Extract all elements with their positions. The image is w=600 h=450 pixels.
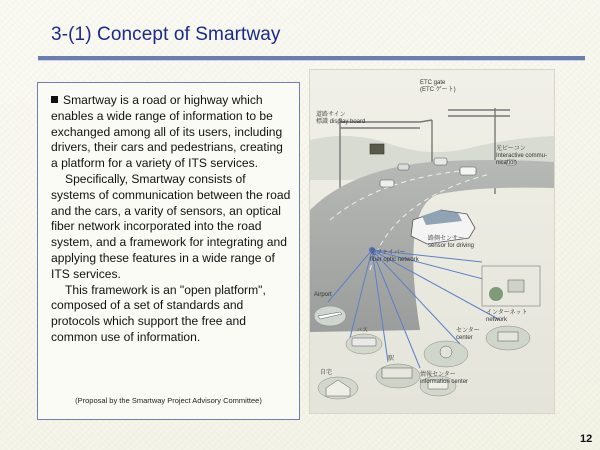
network-label: インターネット network	[486, 310, 528, 323]
etc-gate-label: ETC gate (ETC ゲート)	[420, 80, 456, 93]
square-bullet-icon	[51, 96, 58, 103]
fiber-label: 光ファイバー fiber optic network	[370, 250, 419, 263]
airport-vignette	[314, 306, 346, 326]
sign-label: 道路サイン 標識 display board	[316, 112, 366, 125]
body-text	[51, 93, 291, 346]
beacon-label: 光ビーコン Interactive commu- nication	[496, 146, 548, 166]
paragraph-2: Specifically, Smartway consists of systems of communication between the road and the cars, a varity of sensors, an optical fiber network incorporated into the road system, and a framework for integrating and applying these features in a wide range of ITS services.	[51, 171, 291, 281]
network-vignette	[486, 326, 530, 350]
center-label: センター center	[456, 328, 480, 341]
sensor-label: 路側センサー sensor for driving	[428, 236, 475, 249]
info-center-label: 情報センター information center	[420, 372, 469, 385]
station-vignette	[376, 364, 420, 388]
paragraph-3: This framework is an "open platform", composed of a set of standards and protocols which support the free and common use of information.	[51, 282, 266, 344]
station-label: 駅	[388, 356, 395, 362]
paragraph-1	[51, 93, 291, 172]
office-vignette	[482, 266, 540, 306]
bus-label: バス	[356, 328, 369, 334]
house-vignette	[318, 377, 358, 399]
smartway-illustration	[309, 69, 555, 414]
page-number: 12	[580, 433, 593, 445]
bus-vignette	[346, 334, 382, 354]
display-board	[370, 144, 384, 154]
center-vignette	[424, 341, 468, 367]
airport-label: Airport	[314, 292, 332, 298]
text-box	[37, 82, 300, 420]
source-caption: (Proposal by the Smartway Project Advisory Committee)	[75, 396, 262, 405]
slide-title: 3-(1) Concept of Smartway	[51, 24, 281, 45]
paragraph-1-text: Smartway is a road or highway which enables a wide range of information to be exchanged among all of its users, including drivers, their cars and pedestrians, creating a platform for a variety of ITS services.	[51, 93, 283, 171]
home-label: 自宅	[320, 370, 333, 376]
title-underline	[38, 56, 585, 60]
